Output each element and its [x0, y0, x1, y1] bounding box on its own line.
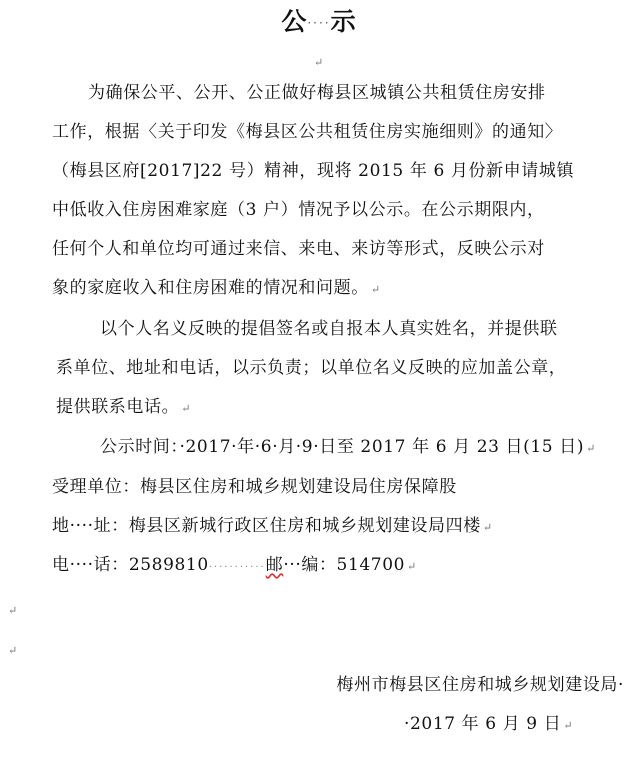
empty-paragraph-mark-2: ↵ — [8, 644, 18, 657]
paragraph-1-line-5: 任何个人和单位均可通过来信、来电、来访等形式，反映公示对 — [52, 239, 545, 259]
postcode-value: 514700 — [336, 555, 406, 575]
address-label: 地····址： — [52, 516, 129, 536]
document-title — [0, 2, 638, 38]
paragraph-2-line-1: 以个人名义反映的提倡签名或自报本人真实姓名，并提供联 — [100, 319, 558, 339]
title-char-right: 示 — [330, 7, 357, 36]
title-char-left: 公 — [281, 7, 308, 36]
paragraph-1-line-1: 为确保公平、公开、公正做好梅县区城镇公共租赁住房安排 — [88, 83, 546, 103]
signature-organization: 梅州市梅县区住房和城乡规划建设局· — [336, 675, 624, 695]
paragraph-2-line-3: 提供联系电话。 ↵ — [56, 397, 192, 417]
empty-paragraph-mark-1: ↵ — [8, 604, 18, 617]
signature-date: ·2017 年 6 月 9 日 ↵ — [404, 714, 574, 734]
paragraph-1-line-3: （梅县区府[2017]22 号）精神，现将 2015 年 6 月份新申请城镇 — [52, 161, 575, 181]
receiving-unit: 受理单位：梅县区住房和城乡规划建设局住房保障股 — [52, 477, 457, 497]
notice-time: 公示时间：·2017·年·6·月·9·日至 2017 年 6 月 23 日(15 日) ↵ — [100, 437, 596, 457]
paragraph-1-line-6: 象的家庭收入和住房困难的情况和问题。 ↵ — [52, 278, 381, 298]
paragraph-1-line-2: 工作，根据〈关于印发《梅县区公共租赁住房实施细则》的通知〉 — [52, 122, 563, 142]
paragraph-2-line-2: 系单位、地址和电话，以示负责；以单位名义反映的应加盖公章， — [56, 358, 567, 378]
address: 地····址：梅县区新城行政区住房和城乡规划建设局四楼 ↵ — [52, 516, 493, 536]
phone-label: 电····话： — [52, 555, 129, 575]
paragraph-mark: ↵ — [314, 56, 324, 69]
phone-value: 2589810 — [128, 555, 209, 575]
phone-postcode: 电····话：2589810···········邮···编：514700 ↵ — [52, 555, 417, 575]
paragraph-1-line-4: 中低收入住房困难家庭（3 户）情况予以公示。在公示期限内， — [52, 200, 545, 220]
title-dots: ···· — [307, 16, 331, 30]
postcode-label: ···编： — [283, 555, 337, 575]
address-value: 梅县区新城行政区住房和城乡规划建设局四楼 — [128, 516, 481, 536]
postcode-label-first-char: 邮 — [265, 555, 284, 575]
